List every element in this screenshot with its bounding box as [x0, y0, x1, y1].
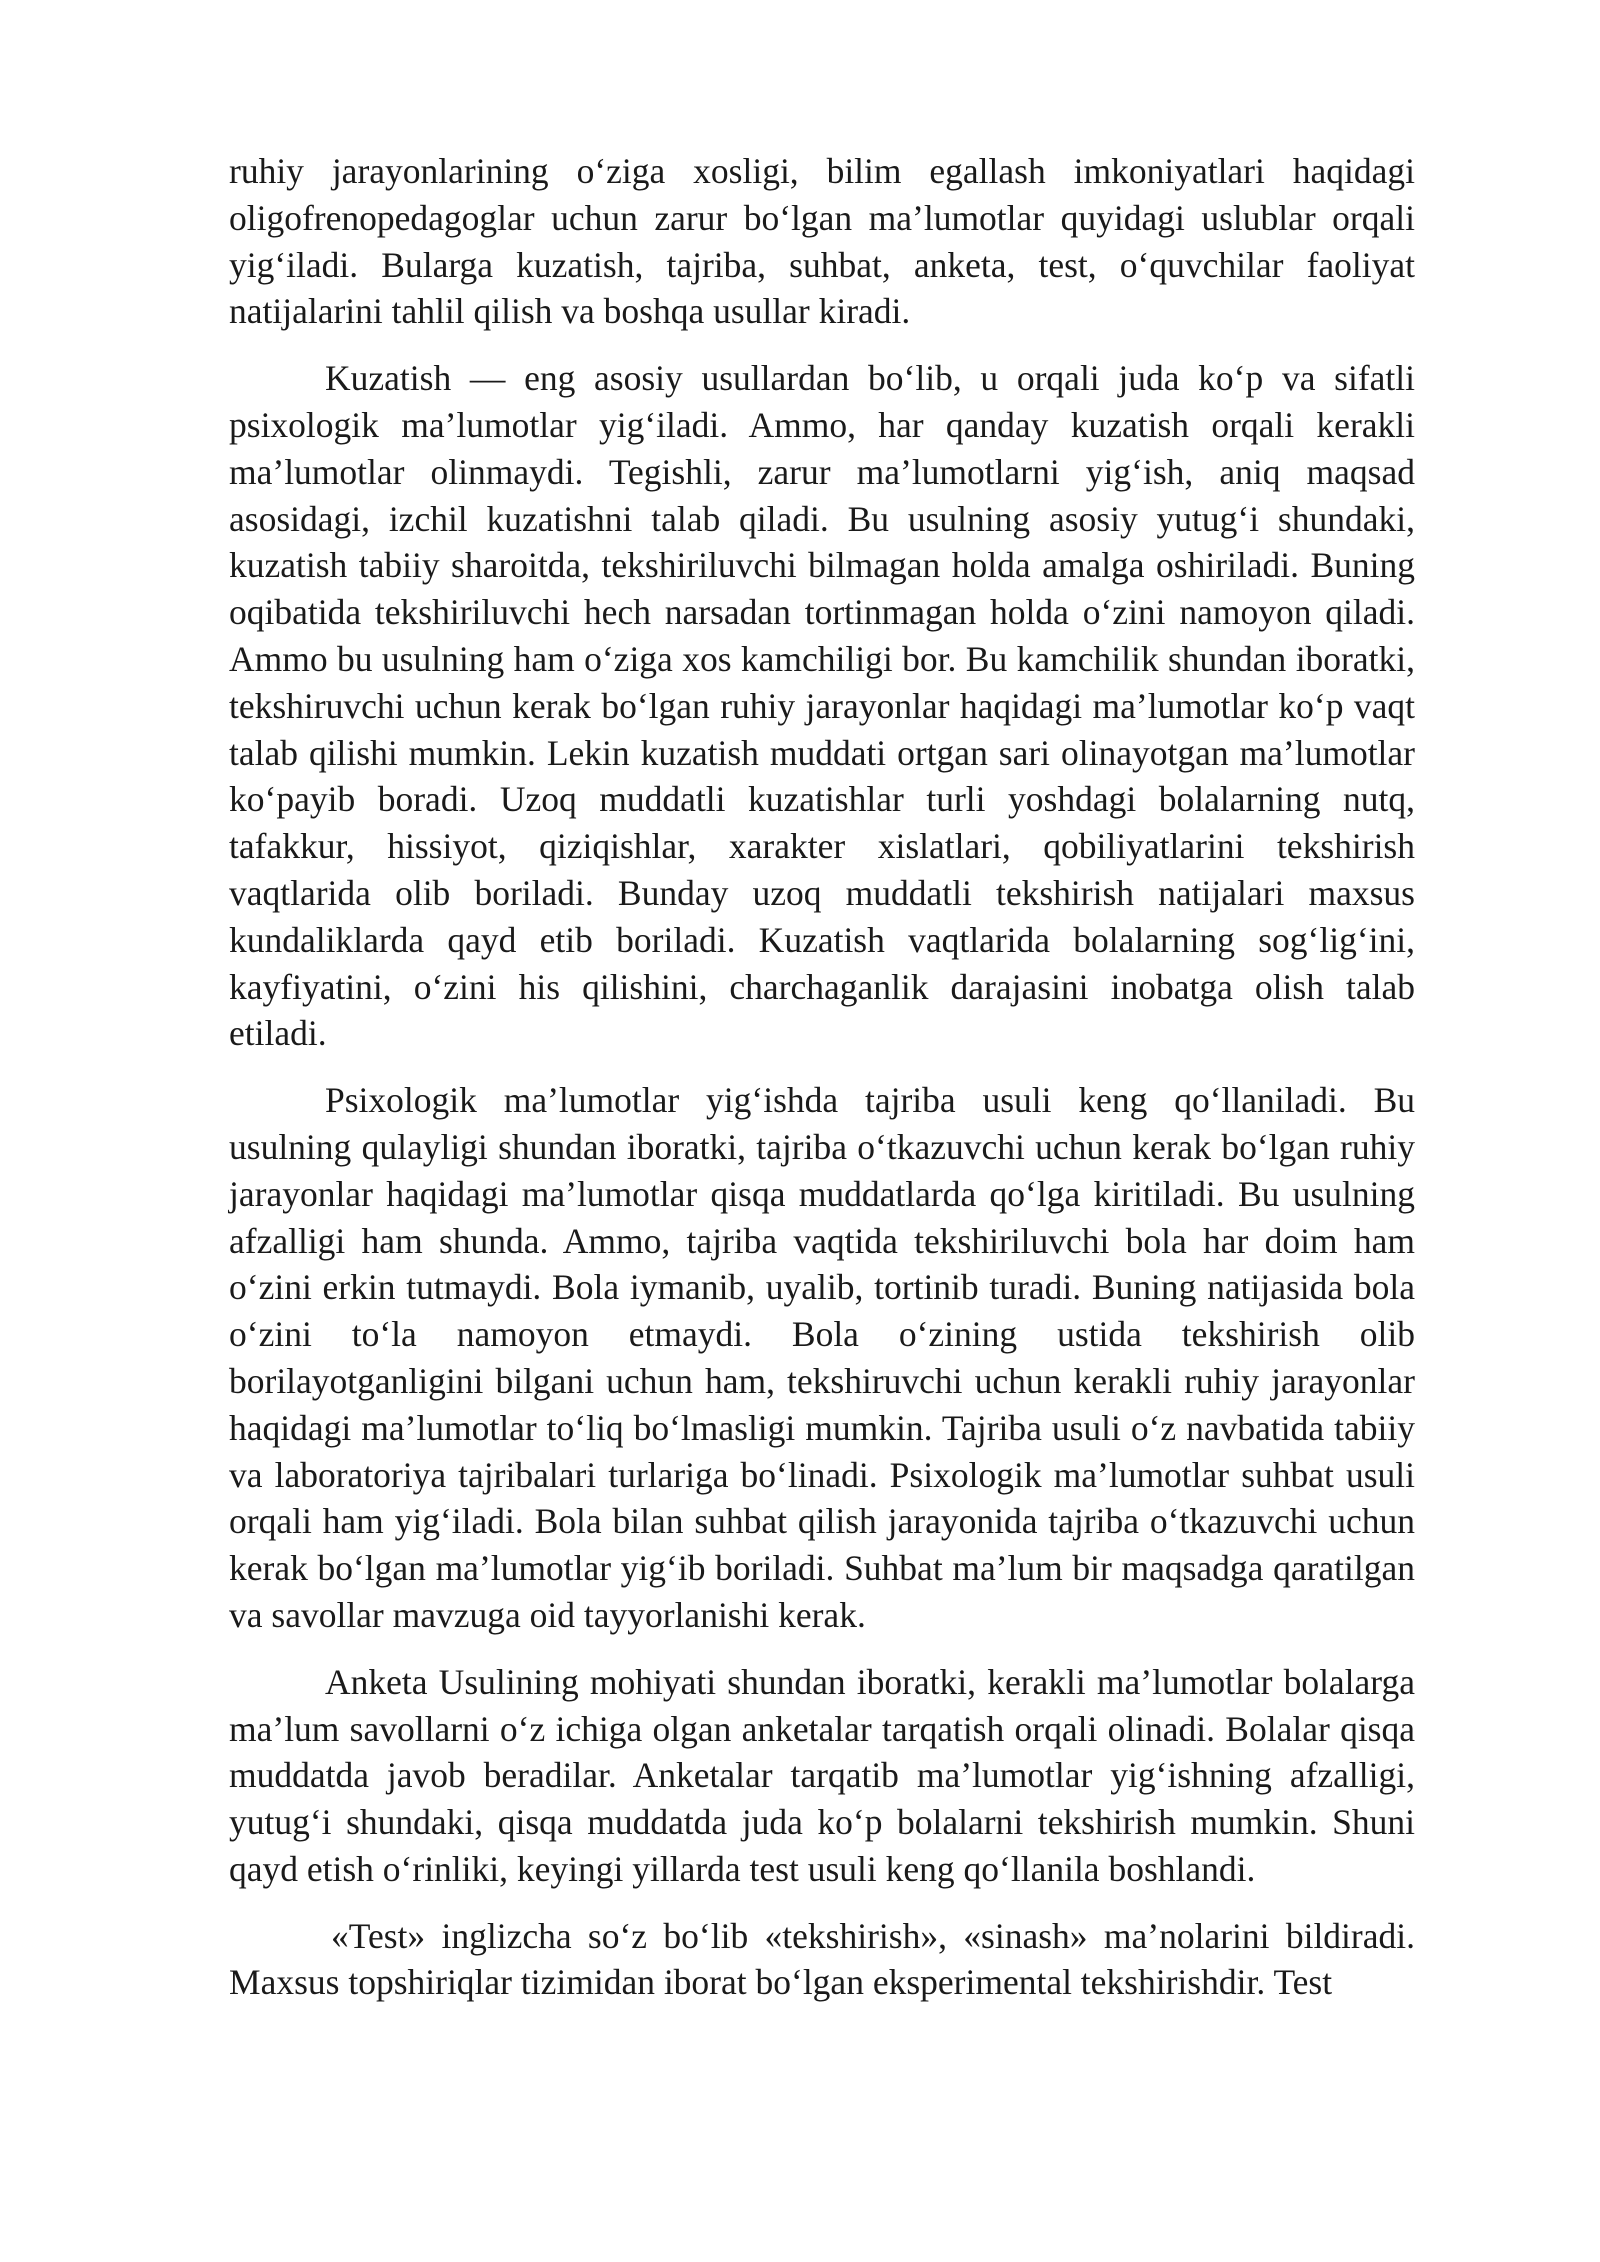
- paragraph-experiment: Psixologik ma’lumotlar yig‘ishda tajriba usuli keng qo‘llaniladi. Bu usulning qulayligi shundan iboratki, tajriba o‘tkazuvchi uchun kerak bo‘lgan ruhiy jarayonlar haqidagi ma’lumotlar qisqa muddatlarda qo‘lga kiritiladi. Bu usulning afzalligi ham shunda. Ammo, tajriba vaqtida tekshiriluvchi bola har doim ham o‘zini erkin tutmaydi. Bola iymanib, uyalib, tortinib turadi. Buning natijasida bola o‘zini to‘la namoyon etmaydi. Bola o‘zining ustida tekshirish olib borilayotganligini bilgani uchun ham, tekshiruvchi uchun kerakli ruhiy jarayonlar haqidagi ma’lumotlar to‘liq bo‘lmasligi mumkin. Tajriba usuli o‘z navbatida tabiiy va laboratoriya tajribalari turlariga bo‘linadi. Psixologik ma’lumotlar suhbat usuli orqali ham yig‘iladi. Bola bilan suhbat qilish jarayonida tajriba o‘tkazuvchi uchun kerak bo‘lgan ma’lumotlar yig‘ib boriladi. Suhbat ma’lum bir maqsadga qaratilgan va savollar mavzuga oid tayyorlanishi kerak.: [229, 1080, 1415, 1635]
- paragraph-methods-intro: ruhiy jarayonlarining o‘ziga xosligi, bilim egallash imkoniyatlari haqidagi oligofrenopedagoglar uchun zarur bo‘lgan ma’lumotlar quyidagi uslublar orqali yig‘iladi. Bularga kuzatish, tajriba, suhbat, anketa, test, o‘quvchilar faoliyat natijalarini tahlil qilish va boshqa usullar kiradi.: [229, 151, 1415, 332]
- document-page: [229, 148, 1415, 2026]
- paragraph-questionnaire: Anketa Usulining mohiyati shundan iboratki, kerakli ma’lumotlar bolalarga ma’lum savollarni o‘z ichiga olgan anketalar tarqatish orqali olinadi. Bolalar qisqa muddatda javob beradilar. Anketalar tarqatib ma’lumotlar yig‘ishning afzalligi, yutug‘i shundaki, qisqa muddatda juda ko‘p bolalarni tekshirish mumkin. Shuni qayd etish o‘rinliki, keyingi yillarda test usuli keng qo‘llanila boshlandi.: [229, 1661, 1415, 1889]
- paragraph-test: «Test» inglizcha so‘z bo‘lib «tekshirish», «sinash» ma’nolarini bildiradi. Maxsus topshiriqlar tizimidan iborat bo‘lgan eksperimental tekshirishdir. Test: [229, 1915, 1415, 2003]
- paragraph-observation: Kuzatish — eng asosiy usullardan bo‘lib, u orqali juda ko‘p va sifatli psixologik ma’lumotlar yig‘iladi. Ammo, har qanday kuzatish orqali kerakli ma’lumotlar olinmaydi. Tegishli, zarur ma’lumotlarni yig‘ish, aniq maqsad asosidagi, izchil kuzatishni talab qiladi. Bu usulning asosiy yutug‘i shundaki, kuzatish tabiiy sharoitda, tekshiriluvchi bilmagan holda amalga oshiriladi. Buning oqibatida tekshiriluvchi hech narsadan tortinmagan holda o‘zini namoyon qiladi. Ammo bu usulning ham o‘ziga xos kamchiligi bor. Bu kamchilik shundan iboratki, tekshiruvchi uchun kerak bo‘lgan ruhiy jarayonlar haqidagi ma’lumotlar ko‘p vaqt talab qilishi mumkin. Lekin kuzatish muddati ortgan sari olinayotgan ma’lumotlar ko‘payib boradi. Uzoq muddatli kuzatishlar turli yoshdagi bolalarning nutq, tafakkur, hissiyot, qiziqishlar, xarakter xislatlari, qobiliyatlarini tekshirish vaqtlarida olib boriladi. Bunday uzoq muddatli tekshirish natijalari maxsus kundaliklarda qayd etib boriladi. Kuzatish vaqtlarida bolalarning sog‘lig‘ini, kayfiyatini, o‘zini his qilishini, charchaganlik darajasini inobatga olish talab etiladi.: [229, 358, 1415, 1054]
